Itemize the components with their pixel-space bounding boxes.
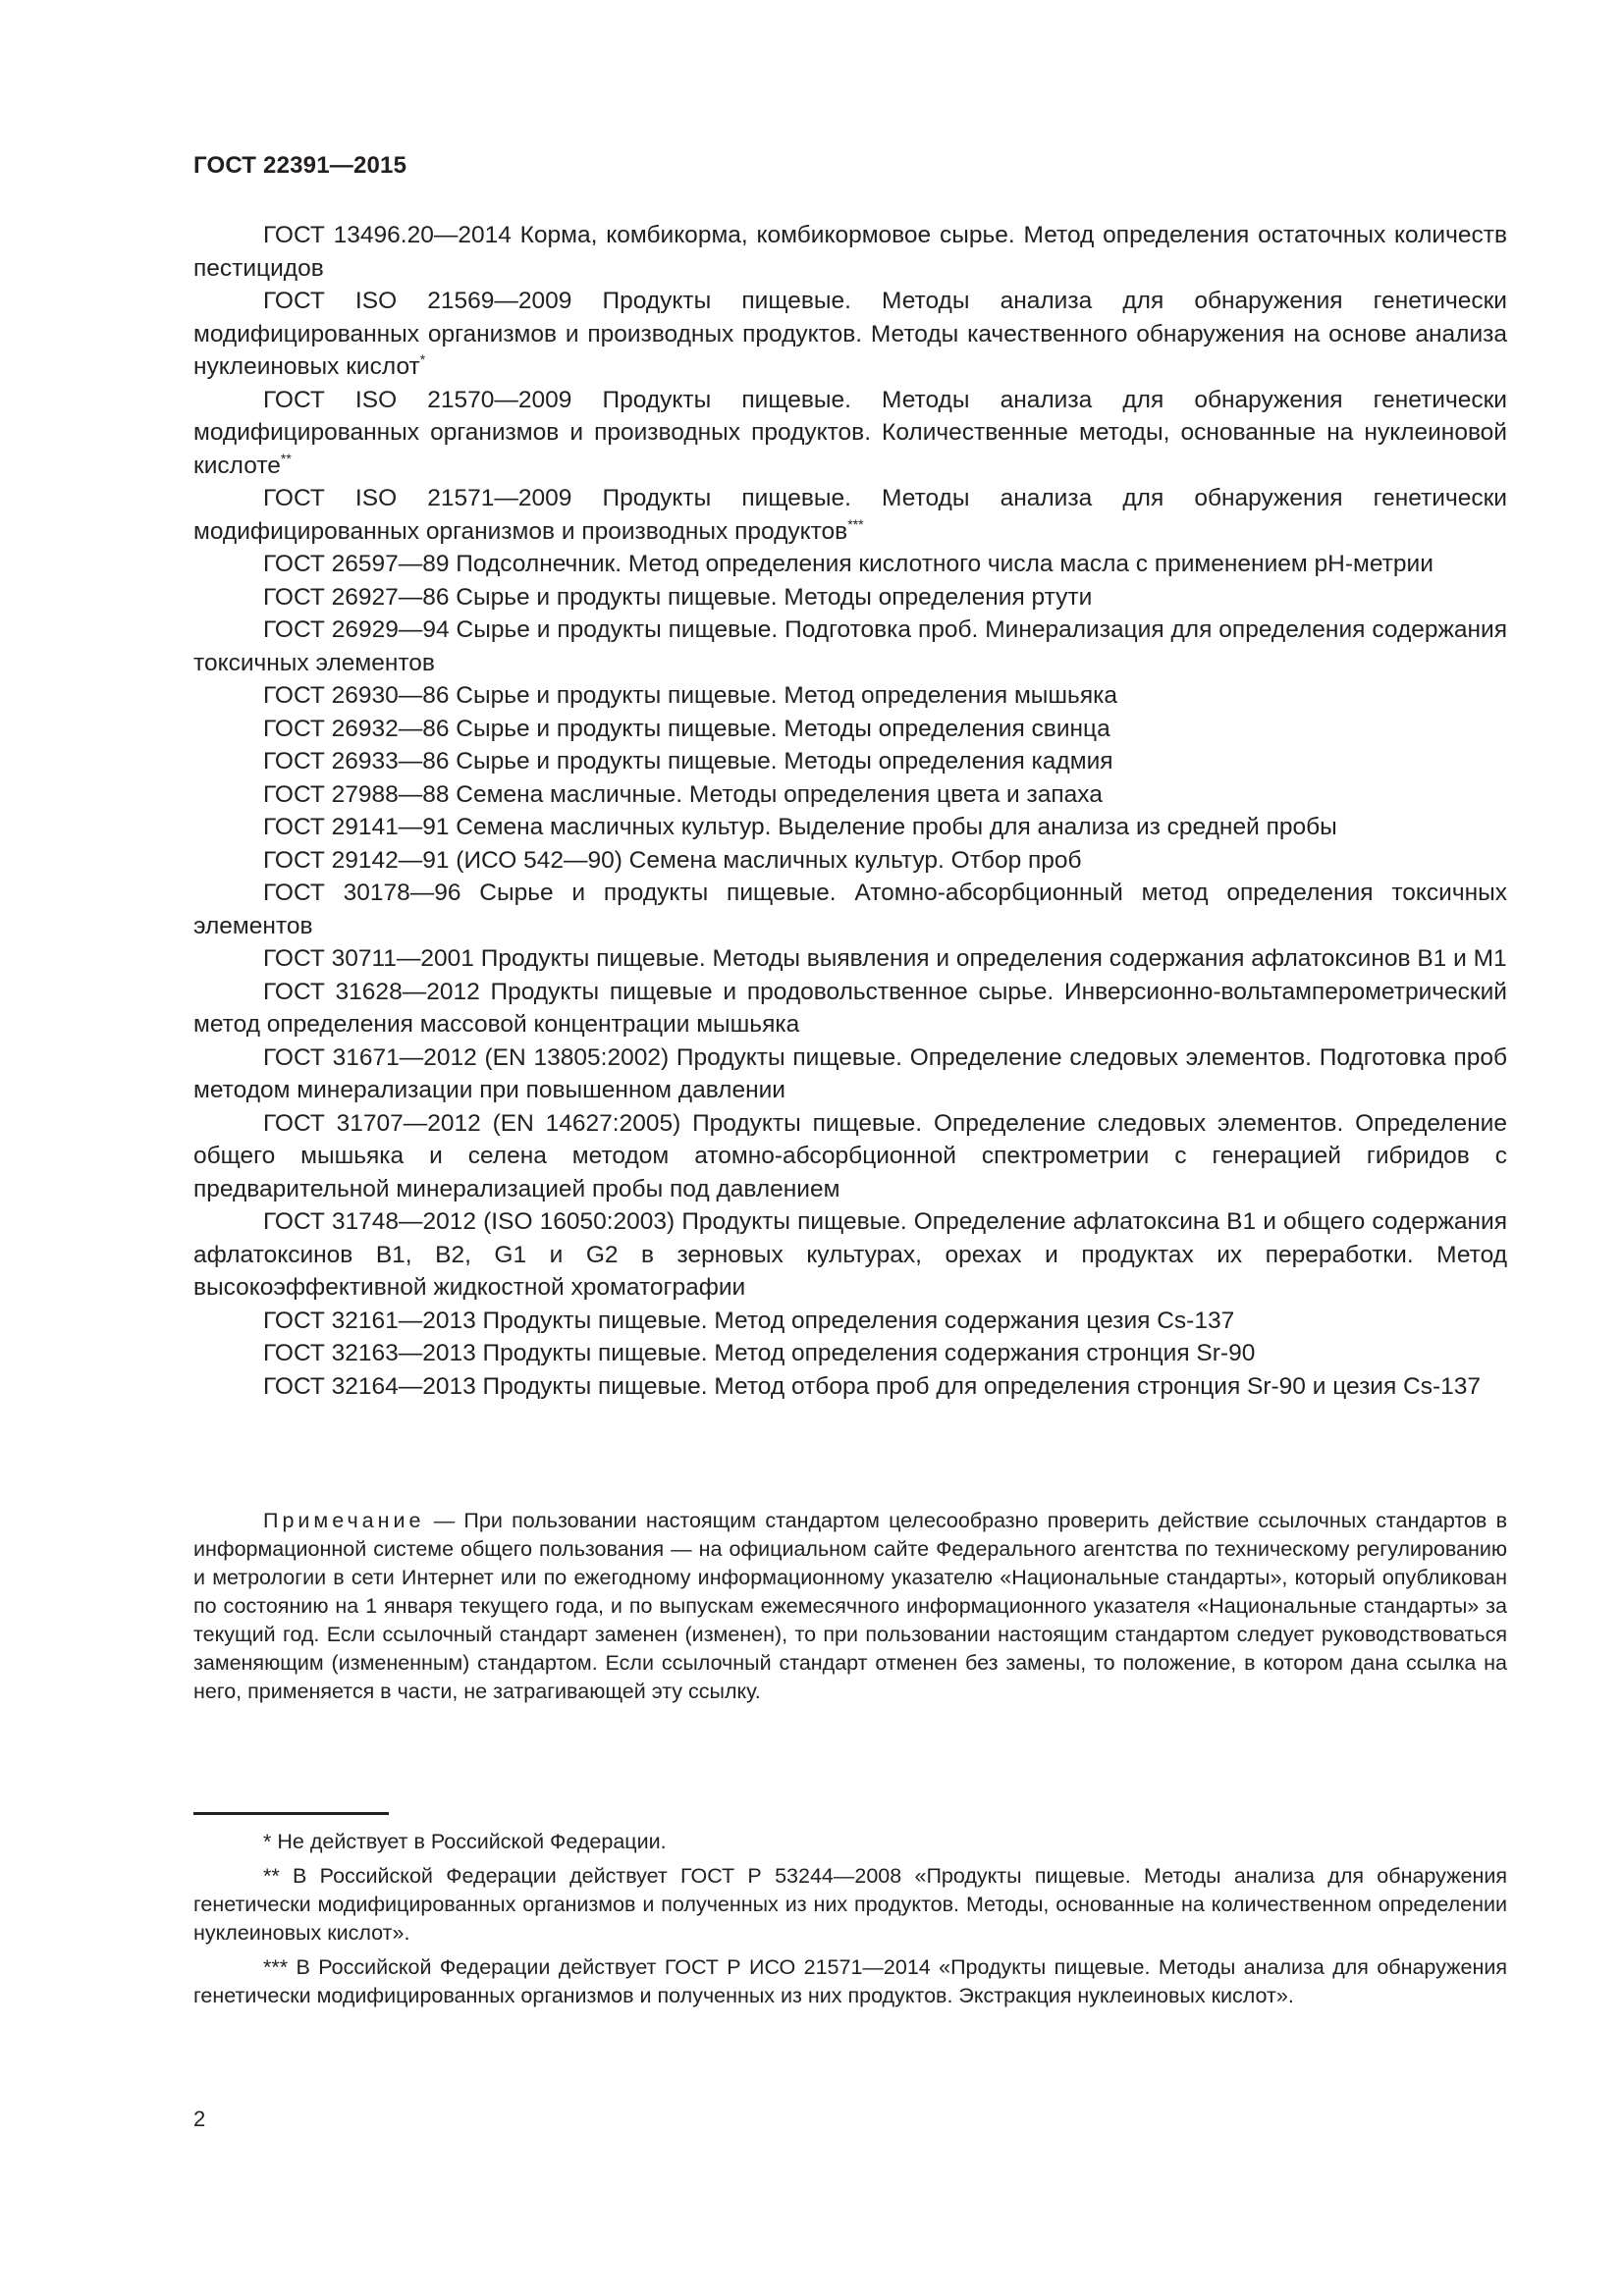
reference-text: ГОСТ 27988—88 Семена масличные. Методы определения цвета и запаха: [263, 780, 1103, 808]
footnote-text: В Российской Федерации действует ГОСТ Р 53244—2008 «Продукты пищевые. Методы анализа для обнаружения генетически модифицированных организмов и полученных из них продуктов. Методы, основанные на количественном определении нуклеиновых кислот».: [193, 1864, 1507, 1945]
reference-text: ГОСТ 29141—91 Семена масличных культур. Выделение пробы для анализа из средней пробы: [263, 814, 1337, 840]
reference-item: [193, 713, 1507, 746]
reference-text: ГОСТ 26597—89 Подсолнечник. Метод определения кислотного числа масла с применением pH-метрии: [263, 551, 1434, 577]
reference-text: ГОСТ 26933—86 Сырье и продукты пищевые. Методы определения кадмия: [263, 748, 1113, 774]
footnote-text: В Российской Федерации действует ГОСТ Р ИСО 21571—2014 «Продукты пищевые. Методы анализа для обнаружения генетически модифицированных организмов и полученных из них продуктов. Экстракция нуклеиновых кислот».: [193, 1955, 1507, 2007]
footnote-item: [193, 1953, 1507, 2010]
reference-item: [193, 1337, 1507, 1370]
reference-item: [193, 548, 1507, 581]
footnote-marker: ***: [847, 515, 864, 532]
reference-text: ГОСТ 32164—2013 Продукты пищевые. Метод отбора проб для определения стронция Sr-90 и цезия Cs-137: [263, 1372, 1482, 1400]
reference-text: ГОСТ 31671—2012 (EN 13805:2002) Продукты пищевые. Определение следовых элементов. Подготовка проб методом минерализации при повышенном давлении: [193, 1043, 1507, 1103]
reference-text: ГОСТ 30178—96 Сырье и продукты пищевые. Атомно-абсорбционный метод определения токсичных элементов: [193, 880, 1507, 939]
reference-text: ГОСТ 26932—86 Сырье и продукты пищевые. Методы определения свинца: [263, 715, 1110, 742]
reference-text: ГОСТ 32161—2013 Продукты пищевые. Метод определения содержания цезия Cs-137: [263, 1307, 1235, 1334]
normative-references-list: [193, 219, 1507, 1403]
reference-text: ГОСТ 30711—2001 Продукты пищевые. Методы выявления и определения содержания афлатоксинов В1 и М1: [263, 945, 1507, 972]
footnote-marker: **: [280, 450, 292, 466]
reference-text: ГОСТ 31707—2012 (EN 14627:2005) Продукты пищевые. Определение следовых элементов. Определение общего мышьяка и селена методом атомно-абсорбционной спектрометрии с генерацией гибридов с предварительной минерализацией пробы под давлением: [193, 1109, 1507, 1202]
note-text: — При пользовании настоящим стандартом целесообразно проверить действие ссылочных стандартов в информационной системе общего пользования — на официальном сайте Федерального агентства по техническому регулированию и метрологии в сети Интернет или по ежегодному информационному указателю «Национальные стандарты», который опубликован по состоянию на 1 января текущего года, и по выпускам ежемесячного информационного указателя «Национальные стандарты» за текущий год. Если ссылочный стандарт заменен (изменен), то при пользовании настоящим стандартом следует руководствоваться заменяющим (измененным) стандартом. Если ссылочный стандарт отменен без замены, то положение, в котором дана ссылка на него, применяется в части, не затрагивающей эту ссылку.: [193, 1509, 1507, 1703]
reference-item: [193, 1305, 1507, 1338]
footnote-mark: **: [263, 1864, 280, 1888]
reference-item: [193, 811, 1507, 844]
reference-item: [193, 745, 1507, 778]
reference-text: ГОСТ 13496.20—2014 Корма, комбикорма, комбикормовое сырье. Метод определения остаточных количеств пестицидов: [193, 222, 1507, 282]
reference-item: [193, 384, 1507, 483]
document-header: ГОСТ 22391—2015: [193, 152, 407, 179]
footnote-mark: *: [263, 1830, 272, 1853]
reference-text: ГОСТ 26929—94 Сырье и продукты пищевые. Подготовка проб. Минерализация для определения содержания токсичных элементов: [193, 616, 1507, 676]
reference-item: [193, 877, 1507, 942]
reference-text: ГОСТ 26927—86 Сырье и продукты пищевые. Методы определения ртути: [263, 583, 1093, 611]
reference-item: [193, 219, 1507, 285]
reference-item: [193, 482, 1507, 548]
note-label: Примечание: [263, 1509, 425, 1532]
reference-text: ГОСТ 29142—91 (ИСО 542—90) Семена масличных культур. Отбор проб: [263, 846, 1082, 874]
reference-item: [193, 778, 1507, 812]
footnotes-list: [193, 1828, 1507, 2016]
reference-item: [193, 1107, 1507, 1206]
reference-item: [193, 1205, 1507, 1305]
reference-text: ГОСТ 31748—2012 (ISO 16050:2003) Продукты пищевые. Определение афлатоксина B1 и общего содержания афлатоксинов B1, B2, G1 и G2 в зерновых культурах, орехах и продуктах их переработки. Метод высокоэффективной жидкостной хроматографии: [193, 1208, 1507, 1301]
note-paragraph: [193, 1507, 1507, 1706]
reference-text: ГОСТ ISO 21569—2009 Продукты пищевые. Методы анализа для обнаружения генетически модифицированных организмов и производных продуктов. Методы качественного обнаружения на основе анализа нуклеиновых кислот: [193, 288, 1507, 380]
reference-item: [193, 581, 1507, 614]
footnote-item: [193, 1862, 1507, 1948]
footnote-text: Не действует в Российской Федерации.: [277, 1830, 667, 1853]
page-number: 2: [193, 2107, 206, 2131]
reference-text: ГОСТ ISO 21570—2009 Продукты пищевые. Методы анализа для обнаружения генетически модифицированных организмов и производных продуктов. Количественные методы, основанные на нуклеиновой кислоте: [193, 386, 1507, 479]
footnote-marker: *: [419, 351, 426, 367]
reference-text: ГОСТ 31628—2012 Продукты пищевые и продовольственное сырье. Инверсионно-вольтамперометрический метод определения массовой концентрации мышьяка: [193, 978, 1507, 1038]
footnote-separator: [193, 1812, 389, 1815]
reference-item: [193, 679, 1507, 713]
reference-item: [193, 942, 1507, 976]
reference-item: [193, 285, 1507, 384]
footnote-item: [193, 1828, 1507, 1856]
reference-item: [193, 844, 1507, 878]
reference-item: [193, 1041, 1507, 1107]
reference-item: [193, 614, 1507, 679]
reference-item: [193, 976, 1507, 1041]
reference-text: ГОСТ 32163—2013 Продукты пищевые. Метод определения содержания стронция Sr-90: [263, 1340, 1256, 1366]
footnote-mark: ***: [263, 1955, 289, 1979]
reference-text: ГОСТ ISO 21571—2009 Продукты пищевые. Методы анализа для обнаружения генетически модифицированных организмов и производных продуктов: [193, 485, 1507, 545]
reference-item: [193, 1370, 1507, 1404]
reference-text: ГОСТ 26930—86 Сырье и продукты пищевые. Метод определения мышьяка: [263, 682, 1117, 709]
